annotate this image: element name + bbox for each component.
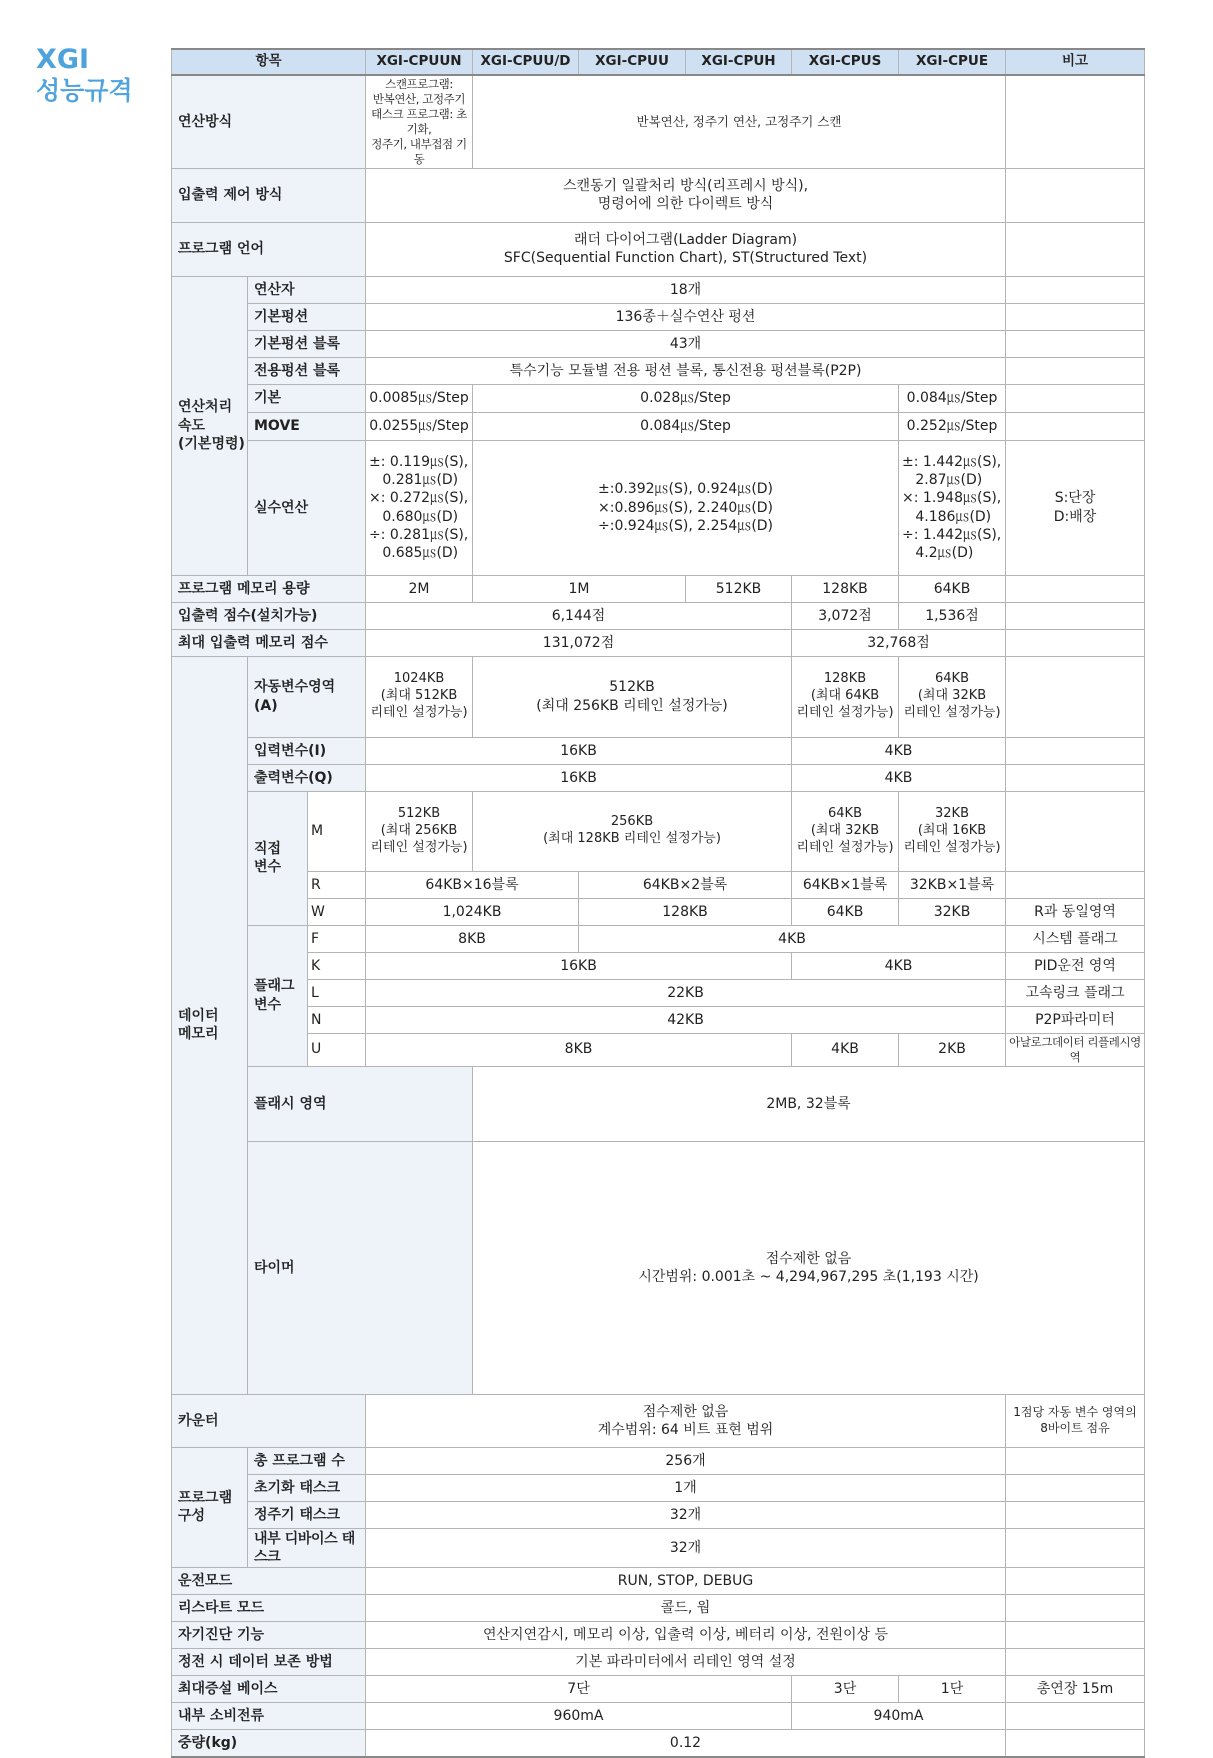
remark-empty [1006, 629, 1145, 656]
label-op-method: 연산방식 [172, 75, 366, 168]
prog-memory-cpuh: 512KB [686, 575, 792, 602]
label-weight: 중량(kg) [172, 1730, 366, 1757]
op-method-others: 반복연산, 정주기 연산, 고정주기 스캔 [473, 75, 1006, 168]
label-basic-fb: 기본펑션 블록 [248, 330, 366, 357]
io-points-a: 6,144점 [366, 602, 792, 629]
remark-empty [1006, 330, 1145, 357]
row-retain [172, 1649, 1145, 1676]
label-prog-internal: 내부 디바이스 태스크 [248, 1528, 366, 1567]
header-model: XGI-CPUH [686, 49, 792, 75]
label-prog-total: 총 프로그램 수 [248, 1447, 366, 1474]
header-model: XGI-CPUUN [366, 49, 473, 75]
label-flag-var: 플래그 변수 [248, 925, 308, 1066]
row-max-io [172, 629, 1145, 656]
f-b: 4KB [579, 925, 1006, 952]
row-weight [172, 1730, 1145, 1757]
row-f [172, 925, 1145, 952]
row-w [172, 898, 1145, 925]
u-b: 4KB [792, 1033, 899, 1066]
row-l [172, 979, 1145, 1006]
label-prog-periodic: 정주기 태스크 [248, 1501, 366, 1528]
real-speed-cpue: ±: 1.442㎲(S), 2.87㎲(D) ×: 1.948㎲(S), 4.186㎲(D) ÷: 1.442㎲(S), 4.2㎲(D) [899, 440, 1006, 575]
label-counter: 카운터 [172, 1394, 366, 1447]
row-timer [172, 1142, 1145, 1395]
label-k: K [308, 952, 366, 979]
real-speed-mid: ±:0.392㎲(S), 0.924㎲(D) ×:0.896㎲(S), 2.240㎲(D) ÷:0.924㎲(S), 2.254㎲(D) [473, 440, 899, 575]
max-base-a: 7단 [366, 1676, 792, 1703]
remark-empty [1006, 1730, 1145, 1757]
label-flash: 플래시 영역 [248, 1066, 473, 1142]
label-operator: 연산자 [248, 276, 366, 303]
remark-empty [1006, 1528, 1145, 1567]
w-c: 64KB [792, 898, 899, 925]
auto-var-cpue: 64KB (최대 32KB 리테인 설정가능) [899, 656, 1006, 737]
row-output-var [172, 764, 1145, 791]
current-a: 960mA [366, 1703, 792, 1730]
move-speed-mid: 0.084㎲/Step [473, 412, 899, 440]
prog-init-value: 1개 [366, 1474, 1006, 1501]
u-a: 8KB [366, 1033, 792, 1066]
run-mode-value: RUN, STOP, DEBUG [366, 1568, 1006, 1595]
label-u: U [308, 1033, 366, 1066]
m-cpue: 32KB (최대 16KB 리테인 설정가능) [899, 791, 1006, 871]
w-a: 1,024KB [366, 898, 579, 925]
label-retain: 정전 시 데이터 보존 방법 [172, 1649, 366, 1676]
r-a: 64KB×16블록 [366, 871, 579, 898]
retain-value: 기본 파라미터에서 리테인 영역 설정 [366, 1649, 1006, 1676]
remark-empty [1006, 656, 1145, 737]
remark-empty [1006, 1595, 1145, 1622]
row-io-control [172, 168, 1145, 222]
auto-var-mid: 512KB (최대 256KB 리테인 설정가능) [473, 656, 792, 737]
flash-value: 2MB, 32블록 [473, 1066, 1145, 1142]
remark-empty [1006, 764, 1145, 791]
row-prog-total [172, 1447, 1145, 1474]
max-io-b: 32,768점 [792, 629, 1006, 656]
label-prog-init: 초기화 태스크 [248, 1474, 366, 1501]
row-dedicated-fb [172, 357, 1145, 384]
label-w: W [308, 898, 366, 925]
remark-empty [1006, 1501, 1145, 1528]
counter-remark: 1점당 자동 변수 영역의 8바이트 점유 [1006, 1394, 1145, 1447]
counter-value: 점수제한 없음 계수범위: 64 비트 표현 범위 [366, 1394, 1006, 1447]
row-max-base [172, 1676, 1145, 1703]
page-title-line1: XGI [36, 44, 90, 75]
remark-empty [1006, 303, 1145, 330]
remark-empty [1006, 222, 1145, 276]
remark-empty [1006, 75, 1145, 168]
basic-fb-value: 43개 [366, 330, 1006, 357]
prog-periodic-value: 32개 [366, 1501, 1006, 1528]
label-m: M [308, 791, 366, 871]
page-title-line2: 성능규격 [36, 76, 133, 106]
real-speed-remark: S:단장 D:배장 [1006, 440, 1145, 575]
language-value: 래더 다이어그램(Ladder Diagram) SFC(Sequential Function Chart), ST(Structured Text) [366, 222, 1006, 276]
spec-table [171, 48, 1145, 1758]
w-d: 32KB [899, 898, 1006, 925]
remark-empty [1006, 1568, 1145, 1595]
prog-internal-value: 32개 [366, 1528, 1006, 1567]
remark-empty [1006, 412, 1145, 440]
label-max-base: 최대증설 베이스 [172, 1676, 366, 1703]
label-dedicated-fb: 전용펑션 블록 [248, 357, 366, 384]
output-var-b: 4KB [792, 764, 1006, 791]
label-input-var: 입력변수(I) [248, 737, 366, 764]
label-language: 프로그램 언어 [172, 222, 366, 276]
label-move-speed: MOVE [248, 412, 366, 440]
n-a: 42KB [366, 1006, 1006, 1033]
row-real-speed [172, 440, 1145, 575]
prog-memory-cpue: 64KB [899, 575, 1006, 602]
w-remark: R과 동일영역 [1006, 898, 1145, 925]
remark-empty [1006, 1447, 1145, 1474]
header-model: XGI-CPUU [579, 49, 686, 75]
label-data-memory: 데이터 메모리 [172, 656, 248, 1394]
row-op-method [172, 75, 1145, 168]
label-timer: 타이머 [248, 1142, 473, 1395]
row-basic-speed [172, 384, 1145, 412]
row-auto-var [172, 656, 1145, 737]
label-max-io: 최대 입출력 메모리 점수 [172, 629, 366, 656]
label-io-points: 입출력 점수(설치가능) [172, 602, 366, 629]
row-prog-memory [172, 575, 1145, 602]
label-speed-group: 연산처리 속도 (기본명령) [172, 276, 248, 575]
output-var-a: 16KB [366, 764, 792, 791]
row-basic-fb [172, 330, 1145, 357]
k-a: 16KB [366, 952, 792, 979]
row-current [172, 1703, 1145, 1730]
label-basic-func: 기본펑션 [248, 303, 366, 330]
basic-speed-cpue: 0.084㎲/Step [899, 384, 1006, 412]
row-basic-func [172, 303, 1145, 330]
restart-value: 콜드, 웜 [366, 1595, 1006, 1622]
remark-empty [1006, 575, 1145, 602]
k-b: 4KB [792, 952, 1006, 979]
label-program-group: 프로그램 구성 [172, 1447, 248, 1567]
row-m [172, 791, 1145, 871]
io-points-c: 1,536점 [899, 602, 1006, 629]
u-remark: 아날로그데이터 리플레시영역 [1006, 1033, 1145, 1066]
m-cpus: 64KB (최대 32KB 리테인 설정가능) [792, 791, 899, 871]
label-restart: 리스타트 모드 [172, 1595, 366, 1622]
label-direct-var: 직접 변수 [248, 791, 308, 925]
move-speed-cpue: 0.252㎲/Step [899, 412, 1006, 440]
remark-empty [1006, 384, 1145, 412]
basic-func-value: 136종＋실수연산 펑션 [366, 303, 1006, 330]
label-output-var: 출력변수(Q) [248, 764, 366, 791]
row-k [172, 952, 1145, 979]
label-auto-var: 자동변수영역 (A) [248, 656, 366, 737]
self-diag-value: 연산지연감시, 메모리 이상, 입출력 이상, 베터리 이상, 전원이상 등 [366, 1622, 1006, 1649]
row-r [172, 871, 1145, 898]
max-base-remark: 총연장 15m [1006, 1676, 1145, 1703]
row-run-mode [172, 1568, 1145, 1595]
io-points-b: 3,072점 [792, 602, 899, 629]
weight-value: 0.12 [366, 1730, 1006, 1757]
header-remark: 비고 [1006, 49, 1145, 75]
row-self-diag [172, 1622, 1145, 1649]
row-input-var [172, 737, 1145, 764]
label-current: 내부 소비전류 [172, 1703, 366, 1730]
max-base-b: 3단 [792, 1676, 899, 1703]
input-var-a: 16KB [366, 737, 792, 764]
basic-speed-mid: 0.028㎲/Step [473, 384, 899, 412]
remark-empty [1006, 1622, 1145, 1649]
label-run-mode: 운전모드 [172, 1568, 366, 1595]
remark-empty [1006, 1649, 1145, 1676]
label-real-speed: 실수연산 [248, 440, 366, 575]
r-c: 64KB×1블록 [792, 871, 899, 898]
label-self-diag: 자기진단 기능 [172, 1622, 366, 1649]
header-row [172, 49, 1145, 75]
label-r: R [308, 871, 366, 898]
basic-speed-cpuun: 0.0085㎲/Step [366, 384, 473, 412]
row-flash [172, 1066, 1145, 1142]
dedicated-fb-value: 특수기능 모듈별 전용 펑션 블록, 통신전용 펑션블록(P2P) [366, 357, 1006, 384]
header-model: XGI-CPUS [792, 49, 899, 75]
move-speed-cpuun: 0.0255㎲/Step [366, 412, 473, 440]
page-title [36, 44, 133, 106]
prog-memory-cpuun: 2M [366, 575, 473, 602]
prog-memory-cpuu: 1M [473, 575, 686, 602]
w-b: 128KB [579, 898, 792, 925]
remark-empty [1006, 1703, 1145, 1730]
row-prog-internal [172, 1528, 1145, 1567]
input-var-b: 4KB [792, 737, 1006, 764]
l-remark: 고속링크 플래그 [1006, 979, 1145, 1006]
m-cpuun: 512KB (최대 256KB 리테인 설정가능) [366, 791, 473, 871]
r-b: 64KB×2블록 [579, 871, 792, 898]
row-operator [172, 276, 1145, 303]
label-prog-memory: 프로그램 메모리 용량 [172, 575, 366, 602]
m-mid: 256KB (최대 128KB 리테인 설정가능) [473, 791, 792, 871]
row-language [172, 222, 1145, 276]
remark-empty [1006, 602, 1145, 629]
r-d: 32KB×1블록 [899, 871, 1006, 898]
row-restart [172, 1595, 1145, 1622]
remark-empty [1006, 737, 1145, 764]
max-io-a: 131,072점 [366, 629, 792, 656]
f-remark: 시스템 플래그 [1006, 925, 1145, 952]
header-item: 항목 [172, 49, 366, 75]
k-remark: PID운전 영역 [1006, 952, 1145, 979]
remark-empty [1006, 1474, 1145, 1501]
prog-memory-cpus: 128KB [792, 575, 899, 602]
row-move-speed [172, 412, 1145, 440]
row-counter [172, 1394, 1145, 1447]
timer-value: 점수제한 없음 시간범위: 0.001초 ~ 4,294,967,295 초(1,193 시간) [473, 1142, 1145, 1395]
label-l: L [308, 979, 366, 1006]
remark-empty [1006, 168, 1145, 222]
row-io-points [172, 602, 1145, 629]
auto-var-cpuun: 1024KB (최대 512KB 리테인 설정가능) [366, 656, 473, 737]
remark-empty [1006, 791, 1145, 871]
row-prog-init [172, 1474, 1145, 1501]
header-model: XGI-CPUE [899, 49, 1006, 75]
label-f: F [308, 925, 366, 952]
header-model: XGI-CPUU/D [473, 49, 579, 75]
f-a: 8KB [366, 925, 579, 952]
max-base-c: 1단 [899, 1676, 1006, 1703]
row-prog-periodic [172, 1501, 1145, 1528]
real-speed-cpuun: ±: 0.119㎲(S), 0.281㎲(D) ×: 0.272㎲(S), 0.680㎲(D) ÷: 0.281㎲(S), 0.685㎲(D) [366, 440, 473, 575]
label-n: N [308, 1006, 366, 1033]
l-a: 22KB [366, 979, 1006, 1006]
label-io-control: 입출력 제어 방식 [172, 168, 366, 222]
remark-empty [1006, 357, 1145, 384]
label-basic-speed: 기본 [248, 384, 366, 412]
u-c: 2KB [899, 1033, 1006, 1066]
operator-value: 18개 [366, 276, 1006, 303]
current-b: 940mA [792, 1703, 1006, 1730]
n-remark: P2P파라미터 [1006, 1006, 1145, 1033]
row-n [172, 1006, 1145, 1033]
io-control-value: 스캔동기 일괄처리 방식(리프레시 방식), 명령어에 의한 다이렉트 방식 [366, 168, 1006, 222]
prog-total-value: 256개 [366, 1447, 1006, 1474]
remark-empty [1006, 276, 1145, 303]
remark-empty [1006, 871, 1145, 898]
auto-var-cpus: 128KB (최대 64KB 리테인 설정가능) [792, 656, 899, 737]
op-method-cpuun: 스캔프로그램: 반복연산, 고정주기 태스크 프로그램: 초기화, 정주기, 내부접점 기동 [366, 75, 473, 168]
row-u [172, 1033, 1145, 1066]
